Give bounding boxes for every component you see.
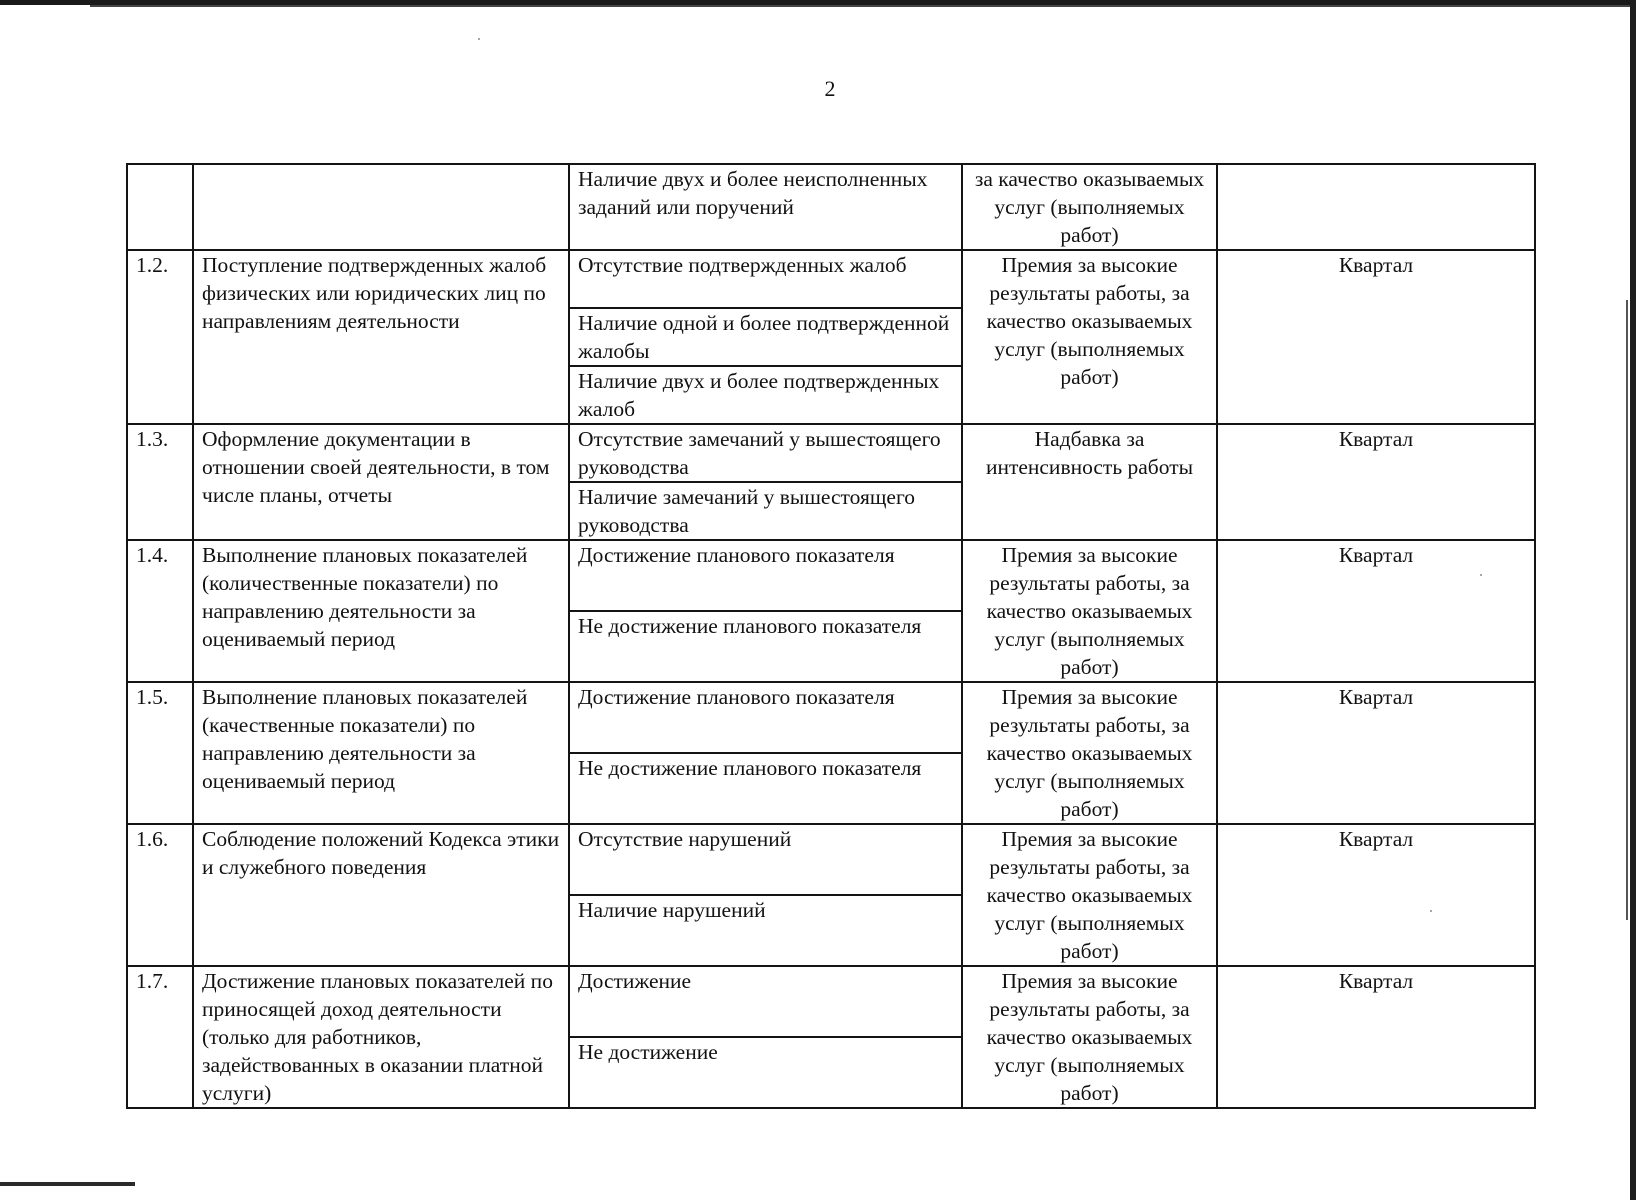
indicator-text: Достижение планового показателя	[569, 682, 962, 753]
table-row	[127, 824, 1535, 895]
payment-type: Премия за высокие результаты работы, за качество оказываемых услуг (выполняемых работ)	[962, 966, 1217, 1108]
indicator-text: Наличие двух и более подтвержденных жалоб	[569, 366, 962, 424]
table-row	[127, 250, 1535, 308]
row-number: 1.4.	[127, 540, 193, 682]
row-number	[127, 164, 193, 250]
indicator-text: Достижение	[569, 966, 962, 1037]
scan-edge-right	[1630, 0, 1636, 1200]
evaluation-period: Квартал	[1217, 966, 1535, 1108]
row-number: 1.7.	[127, 966, 193, 1108]
criterion-text: Выполнение плановых показателей (качественные показатели) по направлению деятельности за оцениваемый период	[193, 682, 569, 824]
indicator-text: Наличие двух и более неисполненных заданий или поручений	[569, 164, 962, 250]
page-number: 2	[824, 76, 836, 101]
payment-type: за качество оказываемых услуг (выполняемых работ)	[962, 164, 1217, 250]
row-number: 1.3.	[127, 424, 193, 540]
indicator-text: Отсутствие подтвержденных жалоб	[569, 250, 962, 308]
table-row	[127, 966, 1535, 1037]
scan-edge-right-inner	[1626, 300, 1628, 920]
evaluation-period: Квартал	[1217, 824, 1535, 966]
indicator-text: Не достижение планового показателя	[569, 611, 962, 682]
scan-edge-bottom	[0, 1182, 135, 1186]
criterion-text: Достижение плановых показателей по приносящей доход деятельности (только для работников, задействованных в оказании платной услуги)	[193, 966, 569, 1108]
indicator-text: Наличие одной и более подтвержденной жалобы	[569, 308, 962, 366]
payment-type: Надбавка за интенсивность работы	[962, 424, 1217, 540]
indicator-text: Не достижение планового показателя	[569, 753, 962, 824]
indicator-text: Отсутствие нарушений	[569, 824, 962, 895]
table-row	[127, 682, 1535, 753]
indicator-text: Не достижение	[569, 1037, 962, 1108]
criterion-text: Оформление документации в отношении своей деятельности, в том числе планы, отчеты	[193, 424, 569, 540]
evaluation-period: Квартал	[1217, 682, 1535, 824]
payment-type: Премия за высокие результаты работы, за качество оказываемых услуг (выполняемых работ)	[962, 250, 1217, 424]
indicator-text: Достижение планового показателя	[569, 540, 962, 611]
indicator-text: Наличие замечаний у вышестоящего руководства	[569, 482, 962, 540]
criterion-text: Выполнение плановых показателей (количественные показатели) по направлению деятельности за оцениваемый период	[193, 540, 569, 682]
criterion-text: Поступление подтвержденных жалоб физических или юридических лиц по направлениям деятельности	[193, 250, 569, 424]
scan-edge-top-inner	[90, 5, 1636, 7]
table-row	[127, 164, 1535, 250]
evaluation-period: Квартал	[1217, 540, 1535, 682]
payment-type: Премия за высокие результаты работы, за качество оказываемых услуг (выполняемых работ)	[962, 682, 1217, 824]
indicator-text: Наличие нарушений	[569, 895, 962, 966]
evaluation-period: Квартал	[1217, 250, 1535, 424]
table-row	[127, 540, 1535, 611]
indicator-text: Отсутствие замечаний у вышестоящего руководства	[569, 424, 962, 482]
row-number: 1.6.	[127, 824, 193, 966]
evaluation-period: Квартал	[1217, 424, 1535, 540]
evaluation-period	[1217, 164, 1535, 250]
scan-speck	[478, 38, 480, 40]
payment-type: Премия за высокие результаты работы, за качество оказываемых услуг (выполняемых работ)	[962, 540, 1217, 682]
criteria-table	[126, 163, 1536, 1109]
criterion-text	[193, 164, 569, 250]
row-number: 1.2.	[127, 250, 193, 424]
table-row	[127, 424, 1535, 482]
row-number: 1.5.	[127, 682, 193, 824]
criterion-text: Соблюдение положений Кодекса этики и служебного поведения	[193, 824, 569, 966]
payment-type: Премия за высокие результаты работы, за качество оказываемых услуг (выполняемых работ)	[962, 824, 1217, 966]
